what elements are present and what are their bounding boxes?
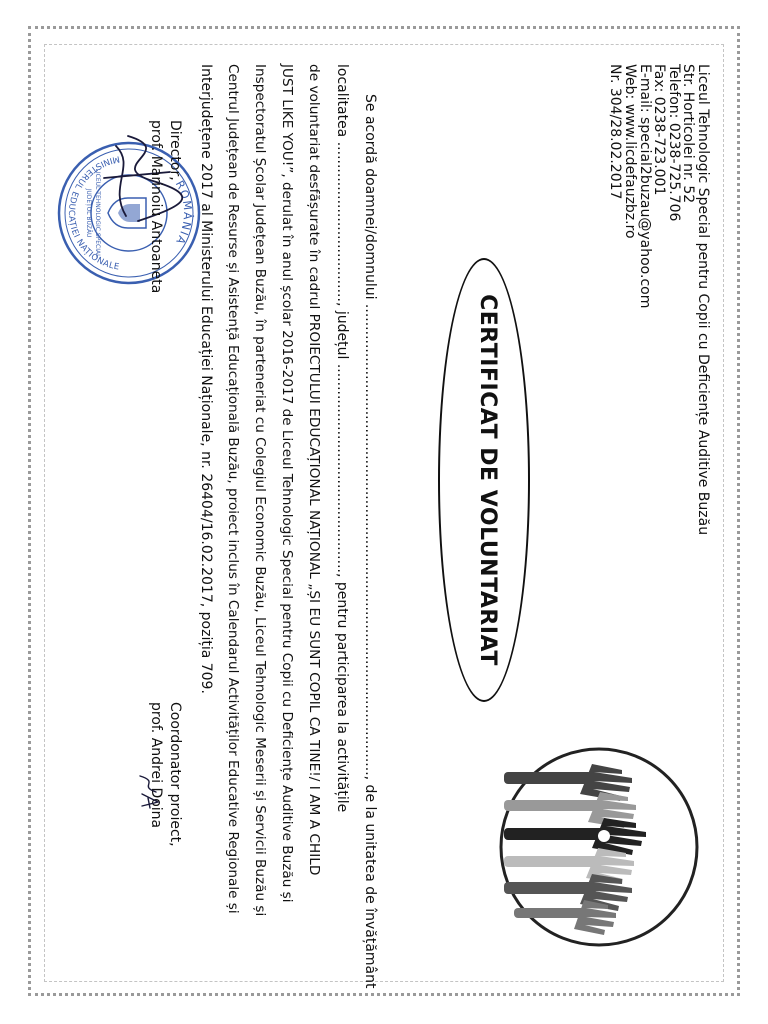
stamp-ministry-text: MINISTERUL EDUCAȚIEI NAȚIONALE bbox=[65, 153, 121, 273]
director-label: Director, bbox=[167, 120, 183, 181]
locality-blank: .................................... bbox=[334, 141, 350, 302]
coordinator-label: Coordonator proiect, bbox=[167, 702, 183, 847]
stamp-top-text: ROMÂNIA bbox=[172, 178, 195, 248]
locality-label: localitatea bbox=[334, 64, 350, 138]
school-fax: Fax: 0238-723.001 bbox=[651, 64, 668, 196]
coordinator-initials-icon bbox=[134, 772, 164, 812]
school-email: E-mail: special2buzau@yahoo.com bbox=[636, 64, 653, 309]
participation-text: , pentru participarea la activitățile bbox=[334, 572, 350, 813]
hands-circle-logo bbox=[494, 742, 704, 952]
county-blank: ............................................... bbox=[334, 363, 350, 573]
body-line-4: JUST LIKE YOU!”, derulat în anul școlar 2016-2017 de Liceul Tehnologic Special pentru Copii cu Deficiențe Auditive Buzău și bbox=[279, 64, 295, 903]
body-line-5: Inspectoratul Școlar Județean Buzău, în parteneriat cu Colegiul Economic Buzău, Liceul Tehnologic Meserii și Servicii Buzău și bbox=[252, 64, 268, 917]
hands-group bbox=[504, 764, 646, 935]
recipient-name-blank: .......................................................................................................... bbox=[362, 303, 378, 776]
body-line-2 bbox=[334, 64, 350, 812]
institution-label: , de la unitatea de învățământ bbox=[362, 775, 378, 989]
body-line-3: de voluntariat desfășurate în cadrul PROIECTULUI EDUCAȚIONAL NAȚIONAL „ȘI EU SUNT COPIL CA TINE!/ I AM A CHILD bbox=[306, 64, 322, 876]
coordinator-name: prof. Andrei Doina bbox=[148, 702, 164, 829]
registration-number: Nr. 304/28.02.2017 bbox=[607, 64, 624, 200]
school-name: Liceul Tehnologic Special pentru Copii cu Deficiențe Auditive Buzău bbox=[695, 64, 711, 536]
school-phone: Telefon: 0238-725.706 bbox=[665, 64, 682, 222]
body-line-7: Interjudețene 2017 al Ministerului Educației Naționale, nr. 26404/16.02.2017, poziția 709. bbox=[198, 64, 214, 694]
school-address: Str. Horticolei nr. 52 bbox=[680, 64, 697, 204]
school-web: Web: www.licdefauzbz.ro bbox=[622, 64, 639, 239]
body-line-1 bbox=[362, 94, 378, 989]
stamp-city-text: JUDEȚUL BUZĂU bbox=[85, 188, 92, 238]
county-label: , județul bbox=[334, 301, 350, 360]
recipient-label: Se acordă doamnei/domnului bbox=[362, 94, 378, 300]
certificate-title: CERTIFICAT DE VOLUNTARIAT bbox=[475, 294, 500, 666]
director-name: prof. Marinoiu Antoaneta bbox=[148, 120, 164, 294]
stamp-school-text: LICEUL TEHNOLOGIC SPECIAL bbox=[94, 168, 101, 258]
body-line-6: Centrul Județean de Resurse și Asistență Educațională Buzău, proiect inclus în Calendarul Activităților Educative Regionale și bbox=[225, 64, 241, 914]
school-header bbox=[608, 64, 710, 535]
